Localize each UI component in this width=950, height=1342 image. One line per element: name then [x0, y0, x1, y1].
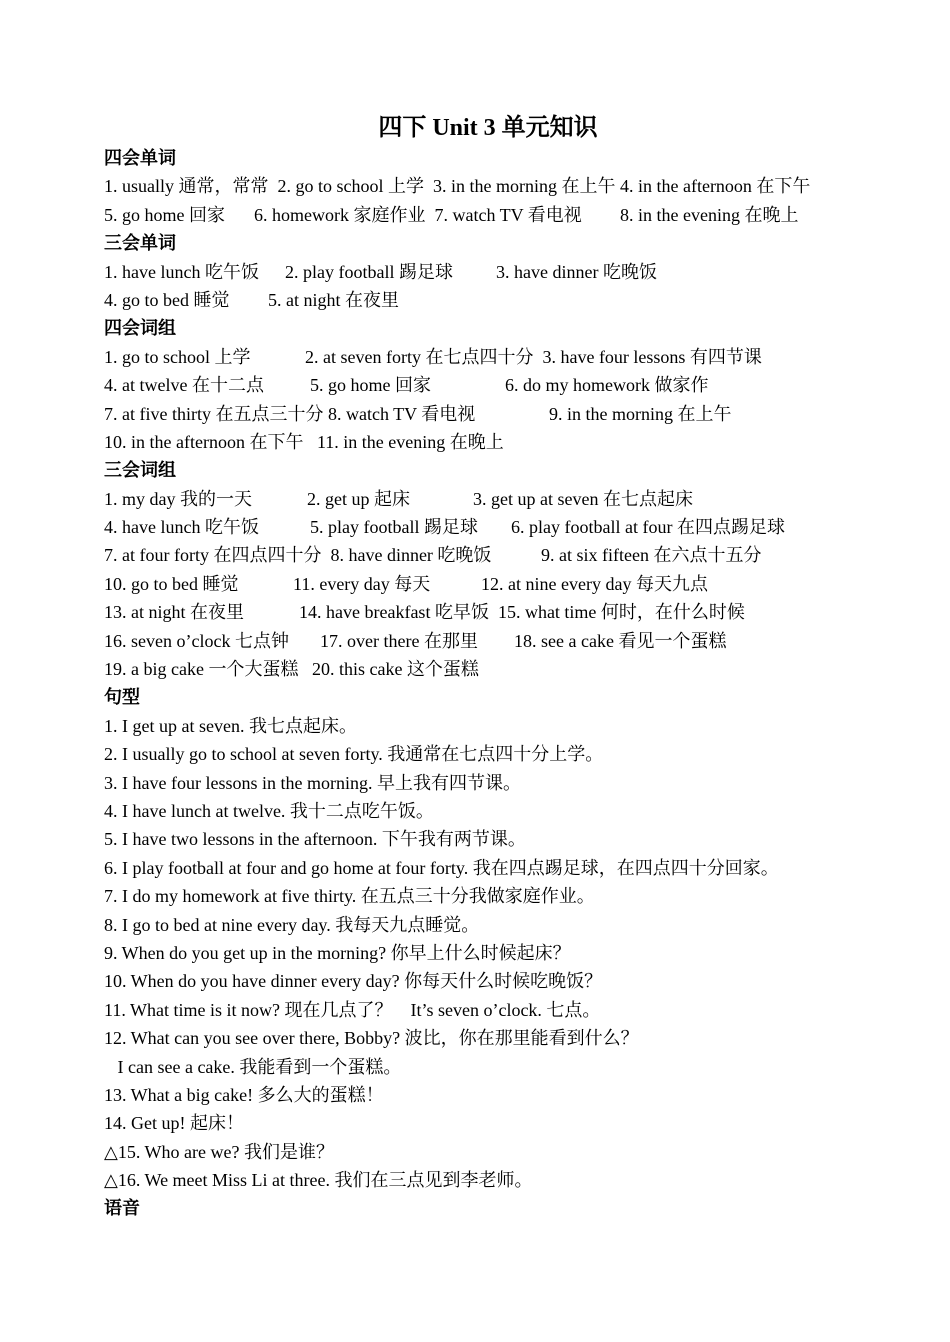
vocab-line [104, 201, 904, 229]
vocab-item: 4. go to bed 睡觉 [104, 289, 230, 310]
sentence-line: △15. Who are we? 我们是谁？ [104, 1141, 334, 1162]
phrase-item: 2. get up 起床 [307, 488, 410, 509]
vocab-item: 3. have dinner 吃晚饭 [496, 261, 657, 282]
section-heading-four-skill-words: 四会单词 [104, 148, 176, 168]
sentence-line: 1. I get up at seven. 我七点起床。 [104, 715, 357, 736]
phrase-line [104, 655, 904, 683]
sentence-line: 3. I have four lessons in the morning. 早上我有四节课。 [104, 772, 521, 793]
sentence-line: 9. When do you get up in the morning? 你早上什么时候起床？ [104, 942, 571, 963]
phrase-item: 7. at four forty 在四点四十分 8. have dinner 吃晚饭 [104, 545, 492, 566]
document-body [104, 144, 904, 1223]
phrase-item: 13. at night 在夜里 [104, 602, 244, 623]
phrase-line [104, 598, 904, 626]
vocab-item: 5. at night 在夜里 [268, 289, 399, 310]
phrase-line [104, 485, 904, 513]
phrase-item: 9. in the morning 在上午 [549, 403, 732, 424]
phrase-item: 11. every day 每天 [293, 573, 431, 594]
vocab-line [104, 286, 904, 314]
sentence-line: 4. I have lunch at twelve. 我十二点吃午饭。 [104, 800, 434, 821]
sentence-line: 7. I do my homework at five thirty. 在五点三十分我做家庭作业。 [104, 886, 595, 907]
phrase-item: 19. a big cake 一个大蛋糕 20. this cake 这个蛋糕 [104, 659, 479, 680]
phrase-item: 16. seven o’clock 七点钟 [104, 630, 289, 651]
phrase-item: 6. play football at four 在四点踢足球 [511, 517, 785, 538]
vocab-item: 6. homework 家庭作业 7. watch TV 看电视 [254, 204, 582, 225]
phrase-line [104, 513, 904, 541]
phrase-line [104, 627, 904, 655]
sentence-line: 11. What time is it now? 现在几点了？ It’s seven o’clock. 七点。 [104, 999, 601, 1020]
phrase-line [104, 541, 904, 569]
section-heading-sentence-patterns: 句型 [104, 687, 140, 708]
vocab-line [104, 258, 904, 286]
sentence-line: 8. I go to bed at nine every day. 我每天九点睡觉。 [104, 914, 480, 935]
phrase-item: 10. go to bed 睡觉 [104, 573, 239, 594]
section-heading-phonics: 语音 [104, 1198, 140, 1219]
phrase-item: 1. go to school 上学 [104, 346, 251, 367]
phrase-item: 9. at six fifteen 在六点十五分 [541, 545, 762, 566]
sentence-line: 13. What a big cake! 多么大的蛋糕！ [104, 1084, 384, 1105]
phrase-item: 14. have breakfast 吃早饭 15. what time 何时，在什么时候 [299, 602, 745, 623]
vocab-item: 8. in the evening 在晚上 [620, 204, 799, 225]
sentence-line: 2. I usually go to school at seven forty. 我通常在七点四十分上学。 [104, 744, 604, 765]
section-heading-three-skill-phrases: 三会词组 [104, 460, 176, 481]
phrase-item: 18. see a cake 看见一个蛋糕 [514, 630, 727, 651]
sentence-line: 5. I have two lessons in the afternoon. 下午我有两节课。 [104, 829, 526, 850]
sentence-line: 6. I play football at four and go home at four forty. 我在四点踢足球，在四点四十分回家。 [104, 857, 779, 878]
phrase-item: 3. get up at seven 在七点起床 [473, 488, 693, 509]
phrase-item: 10. in the afternoon 在下午 11. in the evening 在晚上 [104, 431, 504, 452]
phrase-item: 5. play football 踢足球 [310, 517, 478, 538]
sentence-line: 14. Get up! 起床！ [104, 1113, 244, 1134]
phrase-item: 4. at twelve 在十二点 [104, 375, 264, 396]
phrase-item: 5. go home 回家 [310, 375, 431, 396]
vocab-line [104, 172, 904, 200]
phrase-line [104, 371, 904, 399]
sentence-line: △16. We meet Miss Li at three. 我们在三点见到李老师。 [104, 1170, 533, 1191]
phrase-item: 1. my day 我的一天 [104, 488, 252, 509]
phrase-item: 7. at five thirty 在五点三十分 8. watch TV 看电视 [104, 403, 476, 424]
vocab-item: 2. play football 踢足球 [285, 261, 453, 282]
phrase-line [104, 428, 904, 456]
vocab-item: 1. have lunch 吃午饭 [104, 261, 259, 282]
phrase-item: 17. over there 在那里 [320, 630, 478, 651]
vocab-item: 1. usually 通常，常常 2. go to school 上学 3. in the morning 在上午 4. in the afternoon 在下午 [104, 176, 811, 197]
page-title: 四下 Unit 3 单元知识 [378, 115, 598, 141]
sentence-line: 10. When do you have dinner every day? 你每天什么时候吃晚饭？ [104, 971, 603, 992]
phrase-item: 4. have lunch 吃午饭 [104, 517, 259, 538]
section-heading-three-skill-words: 三会单词 [104, 233, 176, 254]
phrase-item: 2. at seven forty 在七点四十分 3. have four lessons 有四节课 [305, 346, 762, 367]
phrase-line [104, 400, 904, 428]
phrase-line [104, 343, 904, 371]
phrase-item: 6. do my homework 做家作 [505, 375, 709, 396]
vocab-item: 5. go home 回家 [104, 204, 225, 225]
section-heading-four-skill-phrases: 四会词组 [104, 318, 176, 339]
sentence-line: 12. What can you see over there, Bobby? 波比，你在那里能看到什么？ [104, 1028, 639, 1049]
phrase-item: 12. at nine every day 每天九点 [481, 573, 708, 594]
sentence-line: I can see a cake. 我能看到一个蛋糕。 [104, 1056, 402, 1077]
phrase-line [104, 570, 904, 598]
